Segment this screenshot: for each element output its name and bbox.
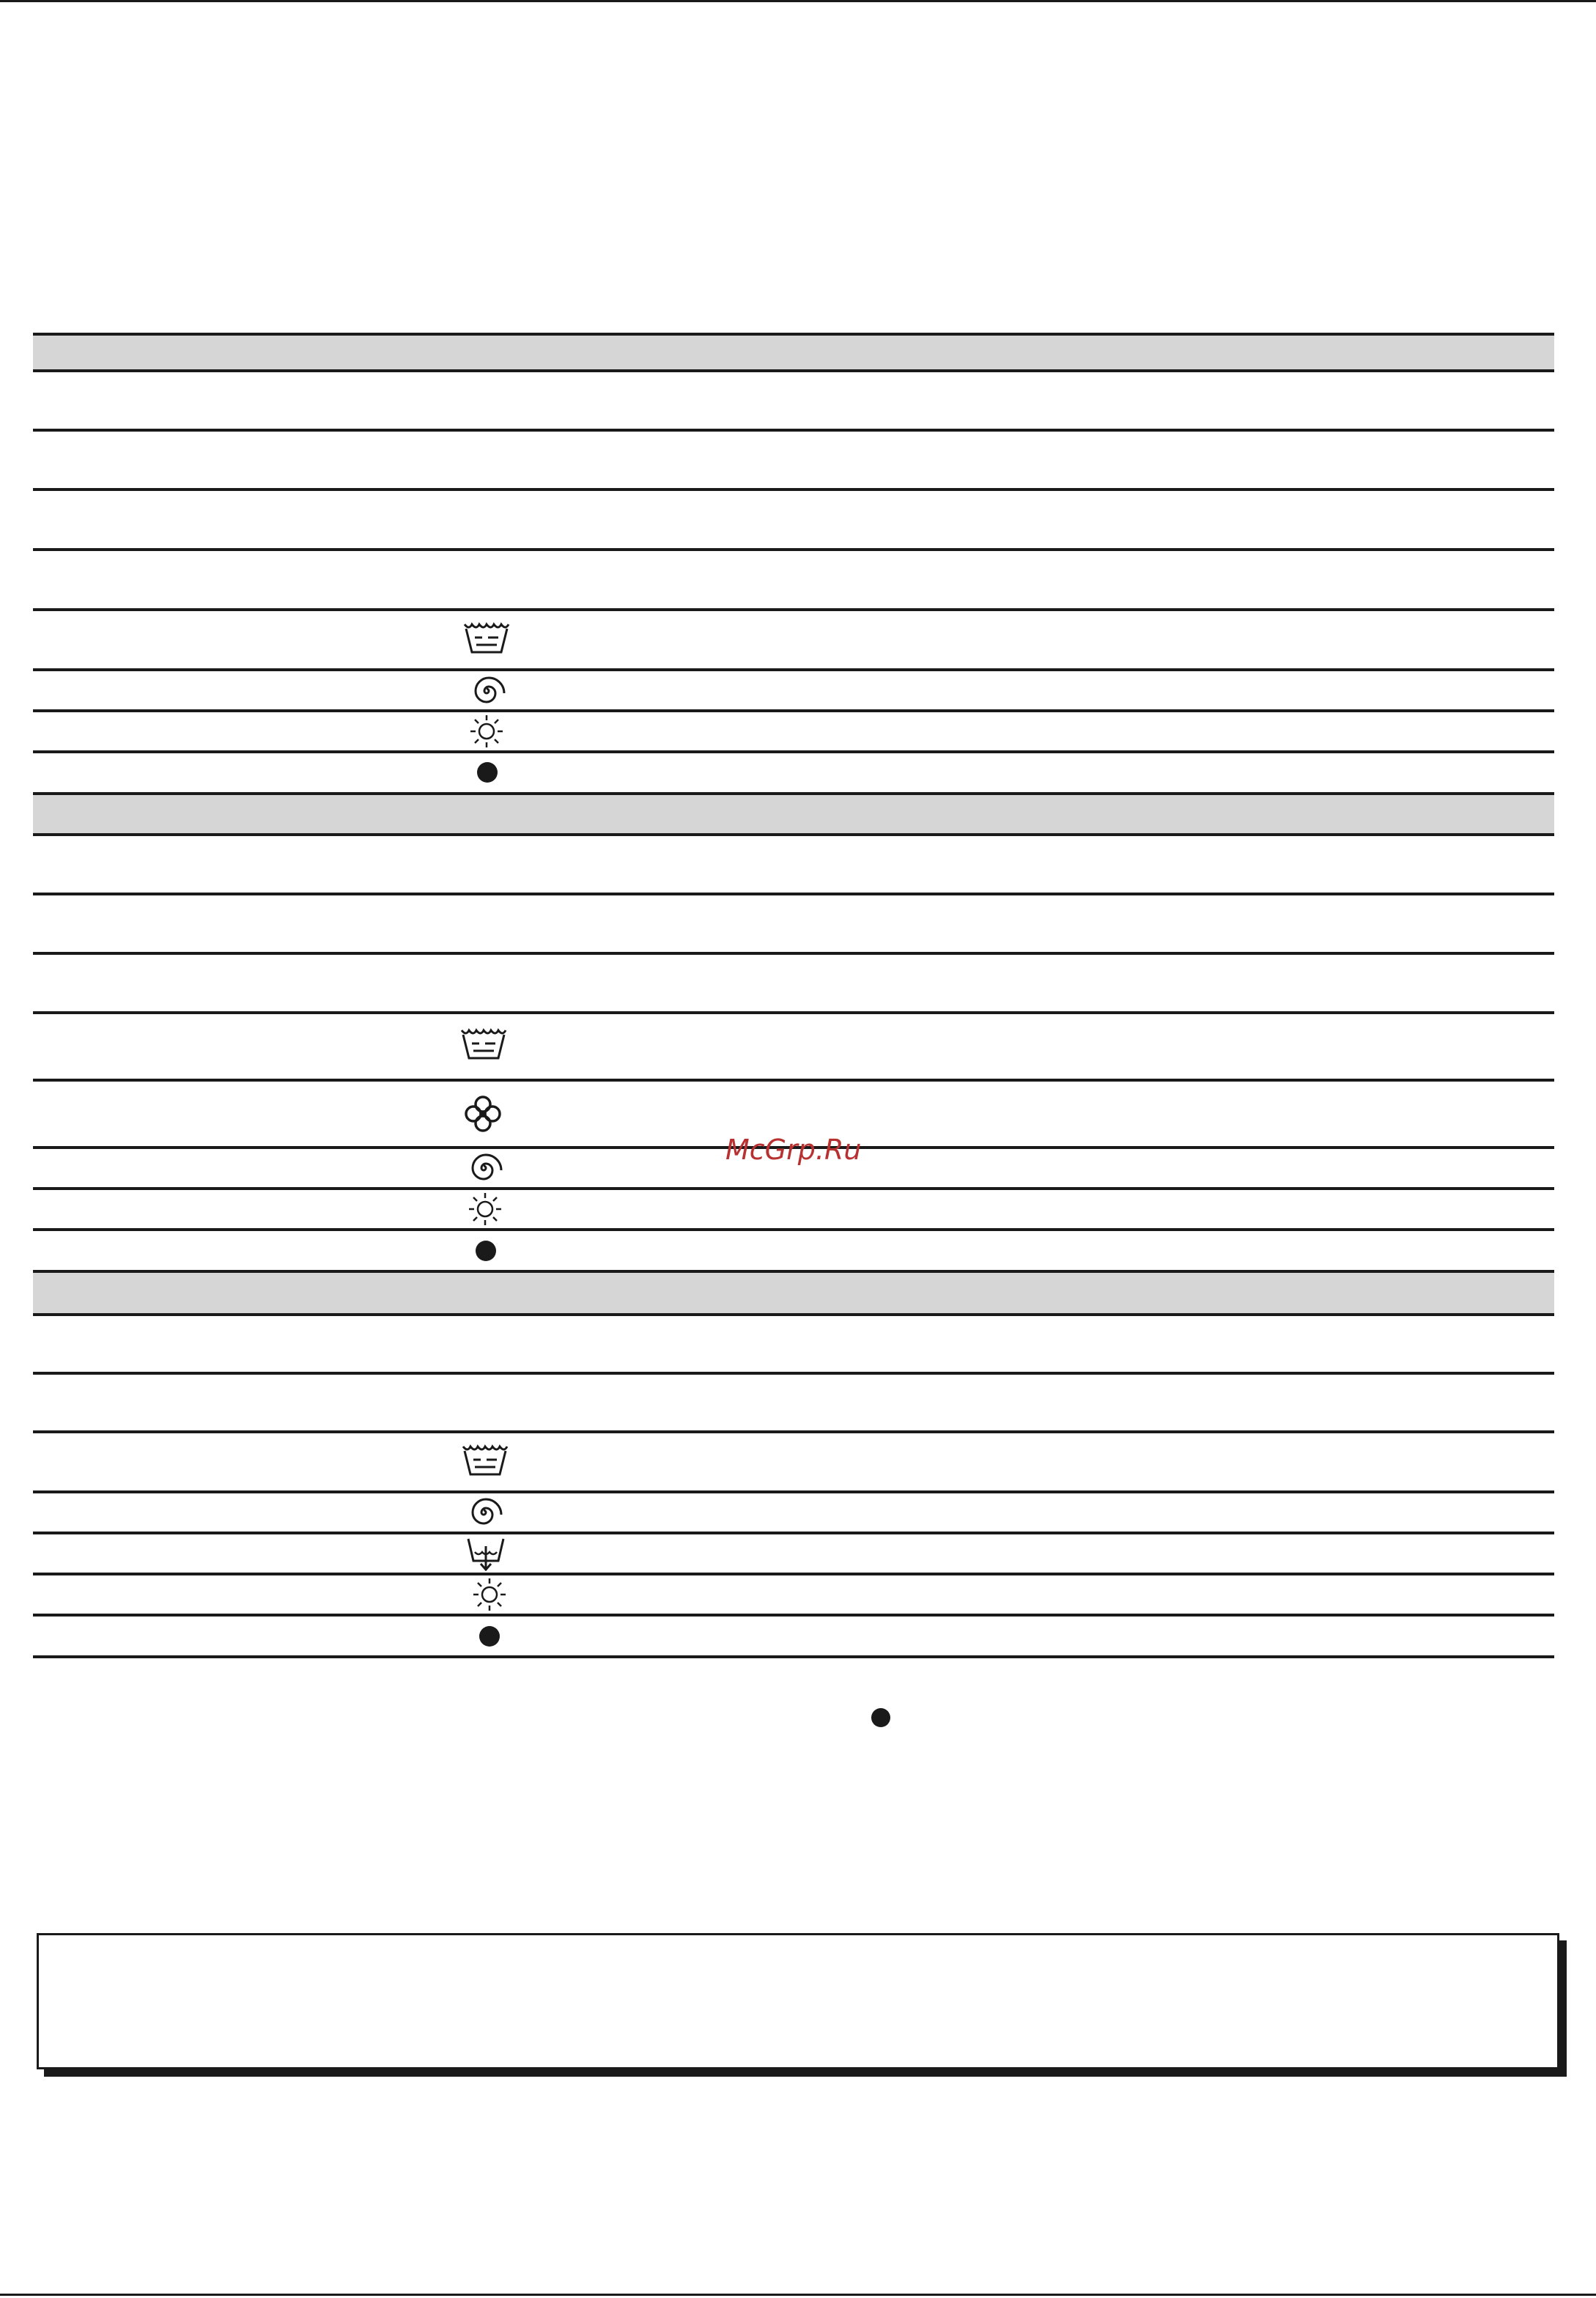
- filled-dot-icon: [479, 1626, 500, 1647]
- wash-tub-icon: [460, 1026, 507, 1061]
- table-rule: [33, 952, 1554, 955]
- sun-dry-icon: [469, 714, 504, 749]
- section-header-band-2: [33, 795, 1554, 833]
- table-row: [33, 1575, 1554, 1614]
- tub-drain-icon: [466, 1536, 506, 1571]
- table-rule: [33, 893, 1554, 895]
- filled-dot-icon: [477, 762, 498, 783]
- spiral-spin-icon: [468, 672, 506, 710]
- table-row: [33, 1617, 1554, 1655]
- table-rule: [33, 369, 1554, 372]
- note-box: [37, 1933, 1559, 2069]
- table-row: [33, 1493, 1554, 1532]
- spiral-spin-icon: [465, 1149, 503, 1187]
- wash-tub-icon: [462, 1442, 509, 1477]
- table-row: [33, 671, 1554, 709]
- wash-tub-icon: [463, 620, 510, 655]
- sun-dry-icon: [472, 1577, 507, 1612]
- section-header-band-1: [33, 336, 1554, 369]
- spiral-spin-icon: [465, 1493, 503, 1532]
- table-row: [33, 1190, 1554, 1228]
- table-rule: [33, 488, 1554, 491]
- table-row: [33, 1014, 1554, 1079]
- flower-softener-icon: [464, 1095, 502, 1133]
- filled-dot-icon: [476, 1241, 496, 1261]
- table-row: [33, 611, 1554, 668]
- table-rule: [33, 1372, 1554, 1375]
- table-rule: [33, 1313, 1554, 1316]
- section-header-band-3: [33, 1273, 1554, 1313]
- table-row: [33, 1231, 1554, 1270]
- table-row: [33, 1433, 1554, 1490]
- table-rule: [33, 1655, 1554, 1658]
- table-rule: [33, 429, 1554, 432]
- table-row: [33, 753, 1554, 792]
- legend-dot-icon: [871, 1708, 890, 1727]
- watermark-text: McGrp.Ru: [725, 1134, 862, 1166]
- table-row: [33, 1534, 1554, 1573]
- bottom-border-line: [0, 2294, 1596, 2296]
- table-rule: [33, 833, 1554, 836]
- sun-dry-icon: [468, 1192, 503, 1227]
- table-row: [33, 712, 1554, 750]
- table-rule: [33, 548, 1554, 551]
